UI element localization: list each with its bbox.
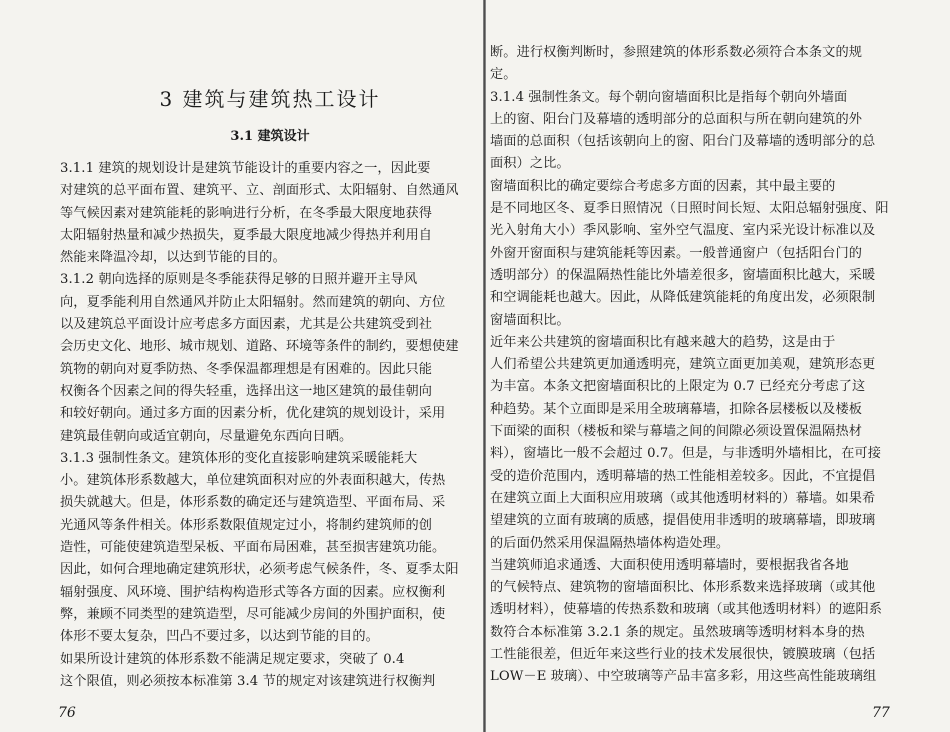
text-line: 3.1.1 建筑的规划设计是建筑节能设计的重要内容之一，因此要 xyxy=(60,161,431,176)
text-line: 在建筑立面上大面积应用玻璃（或其他透明材料的）幕墙。如果希 xyxy=(490,490,876,506)
text-line: 然能来降温冷却，以达到节能的目的。 xyxy=(60,250,286,266)
text-line: 的气候特点、建筑物的窗墙面积比、体形系数来选择玻璃（或其他 xyxy=(490,580,876,596)
text-line: 透明部分）的保温隔热性能比外墙差很多，窗墙面积比越大，采暖 xyxy=(490,267,876,283)
text-line: 辐射强度、风环境、围护结构构造形式等各方面的因素。应权衡利 xyxy=(60,584,446,600)
text-line: 人们希望公共建筑更加通透明亮，建筑立面更加美观，建筑形态更 xyxy=(490,357,876,373)
text-line: 望建筑的立面有玻璃的质感，提倡使用非透明的玻璃幕墙，即玻璃 xyxy=(490,513,876,529)
chapter-title: 3 建筑与建筑热工设计 xyxy=(159,87,381,111)
text-line: 近年来公共建筑的窗墙面积比有越来越大的趋势，这是由于 xyxy=(490,334,836,350)
text-line: 为丰富。本条文把窗墙面积比的上限定为 0.7 已经充分考虑了这 xyxy=(490,379,866,395)
text-line: 如果所设计建筑的体形系数不能满足规定要求，突破了 0.4 xyxy=(60,651,405,667)
text-line: 太阳辐射热量和减少热损失，夏季最大限度地减少得热并利用自 xyxy=(60,227,433,243)
left-page-body xyxy=(60,158,478,693)
text-line: 建筑最佳朝向或适宜朝向，尽量避免东西向日晒。 xyxy=(60,428,353,444)
text-line: 工性能很差，但近年来这些行业的技术发展很快，镀膜玻璃（包括 xyxy=(490,647,876,663)
text-line: 等气候因素对建筑能耗的影响进行分析，在冬季最大限度地获得 xyxy=(60,205,433,221)
text-line: 透明材料），使幕墙的传热系数和玻璃（或其他透明材料）的遮阳系 xyxy=(490,602,883,618)
text-line: 向，夏季能利用自然通风并防止太阳辐射。然而建筑的朝向、方位 xyxy=(60,294,446,310)
text-line: 下面梁的面积（楼板和梁与幕墙之间的间隙必须设置保温隔热材 xyxy=(490,424,863,440)
page-number-right: 77 xyxy=(872,705,890,721)
text-line: 3.1.3 强制性条文。建筑体形的变化直接影响建筑采暖能耗大 xyxy=(60,450,418,466)
page-number-left: 76 xyxy=(58,705,76,721)
text-line: 数符合本标准第 3.2.1 条的规定。虽然玻璃等透明材料本身的热 xyxy=(490,624,865,640)
text-line: 造性，可能使建筑造型呆板、平面布局困难，甚至损害建筑功能。 xyxy=(60,540,446,556)
text-line: 断。进行权衡判断时，参照建筑的体形系数必须符合本条文的规 xyxy=(490,45,863,60)
text-line: 上的窗、阳台门及幕墙的透明部分的总面积与所在朝向建筑的外 xyxy=(490,111,863,127)
text-line: 体形不要太复杂，凹凸不要过多，以达到节能的目的。 xyxy=(60,629,379,645)
text-line: 以及建筑总平面设计应考虑多方面因素，尤其是公共建筑受到社 xyxy=(60,317,433,333)
text-line: 光通风等条件相关。体形系数限值规定过小，将制约建筑师的创 xyxy=(60,517,433,533)
right-page-body xyxy=(490,42,906,689)
text-line: 对建筑的总平面布置、建筑平、立、剖面形式、太阳辐射、自然通风 xyxy=(60,183,459,199)
text-line: 权衡各个因素之间的得失轻重，选择出这一地区建筑的最佳朝向 xyxy=(60,383,433,399)
text-line: 3.1.4 强制性条文。每个朝向窗墙面积比是指每个朝向外墙面 xyxy=(490,89,848,105)
text-line: 光入射角大小）季风影响、室外空气温度、室内采光设计标准以及 xyxy=(490,223,876,239)
text-line: 3.1.2 朝向选择的原则是冬季能获得足够的日照并避开主导风 xyxy=(60,272,418,288)
text-line: 是不同地区冬、夏季日照情况（日照时间长短、太阳总辐射强度、阳 xyxy=(490,201,889,217)
text-line: 外窗开窗面积与建筑能耗等因素。一般普通窗户（包括阳台门的 xyxy=(490,245,863,261)
text-line: 面积）之比。 xyxy=(490,156,570,172)
text-line: 因此，如何合理地确定建筑形状，必须考虑气候条件，冬、夏季太阳 xyxy=(60,562,459,578)
text-line: 筑物的朝向对夏季防热、冬季保温都理想是有困难的。因此只能 xyxy=(60,361,433,377)
text-line: 和较好朝向。通过多方面的因素分析，优化建筑的规划设计，采用 xyxy=(60,406,446,422)
text-line: 种趋势。某个立面即是采用全玻璃幕墙，扣除各层楼板以及楼板 xyxy=(490,401,863,417)
text-line: 的后面仍然采用保温隔热墙体构造处理。 xyxy=(490,535,730,551)
text-line: 小。建筑体形系数越大，单位建筑面积对应的外表面积越大，传热 xyxy=(60,473,446,489)
section-title: 3.1 建筑设计 xyxy=(230,129,310,144)
text-line: 和空调能耗也越大。因此，从降低建筑能耗的角度出发，必须限制 xyxy=(490,290,876,306)
text-line: 墙面的总面积（包括该朝向上的窗、阳台门及幕墙的透明部分的总 xyxy=(490,134,876,150)
text-line: 受的造价范围内，透明幕墙的热工性能相差较多。因此，不宜提倡 xyxy=(490,468,876,484)
text-line: 定。 xyxy=(490,67,517,83)
text-line: 损失就越大。但是，体形系数的确定还与建筑造型、平面布局、采 xyxy=(60,495,446,511)
text-line: 当建筑师追求通透、大面积使用透明幕墙时，要根据我省各地 xyxy=(490,557,849,573)
text-line: LOW－E 玻璃）、中空玻璃等产品丰富多彩，用这些高性能玻璃组 xyxy=(490,669,877,685)
text-line: 窗墙面积比的确定要综合考虑多方面的因素，其中最主要的 xyxy=(490,178,836,194)
text-line: 料），窗墙比一般不会超过 0.7。但是，与非透明外墙相比，在可接 xyxy=(490,446,882,462)
text-line: 弊，兼顾不同类型的建筑造型，尽可能减少房间的外围护面积，使 xyxy=(60,606,446,622)
text-line: 这个限值，则必须按本标准第 3.4 节的规定对该建筑进行权衡判 xyxy=(60,673,436,689)
text-line: 会历史文化、地形、城市规划、道路、环境等条件的制约，要想使建 xyxy=(60,339,459,355)
text-line: 窗墙面积比。 xyxy=(490,312,570,328)
